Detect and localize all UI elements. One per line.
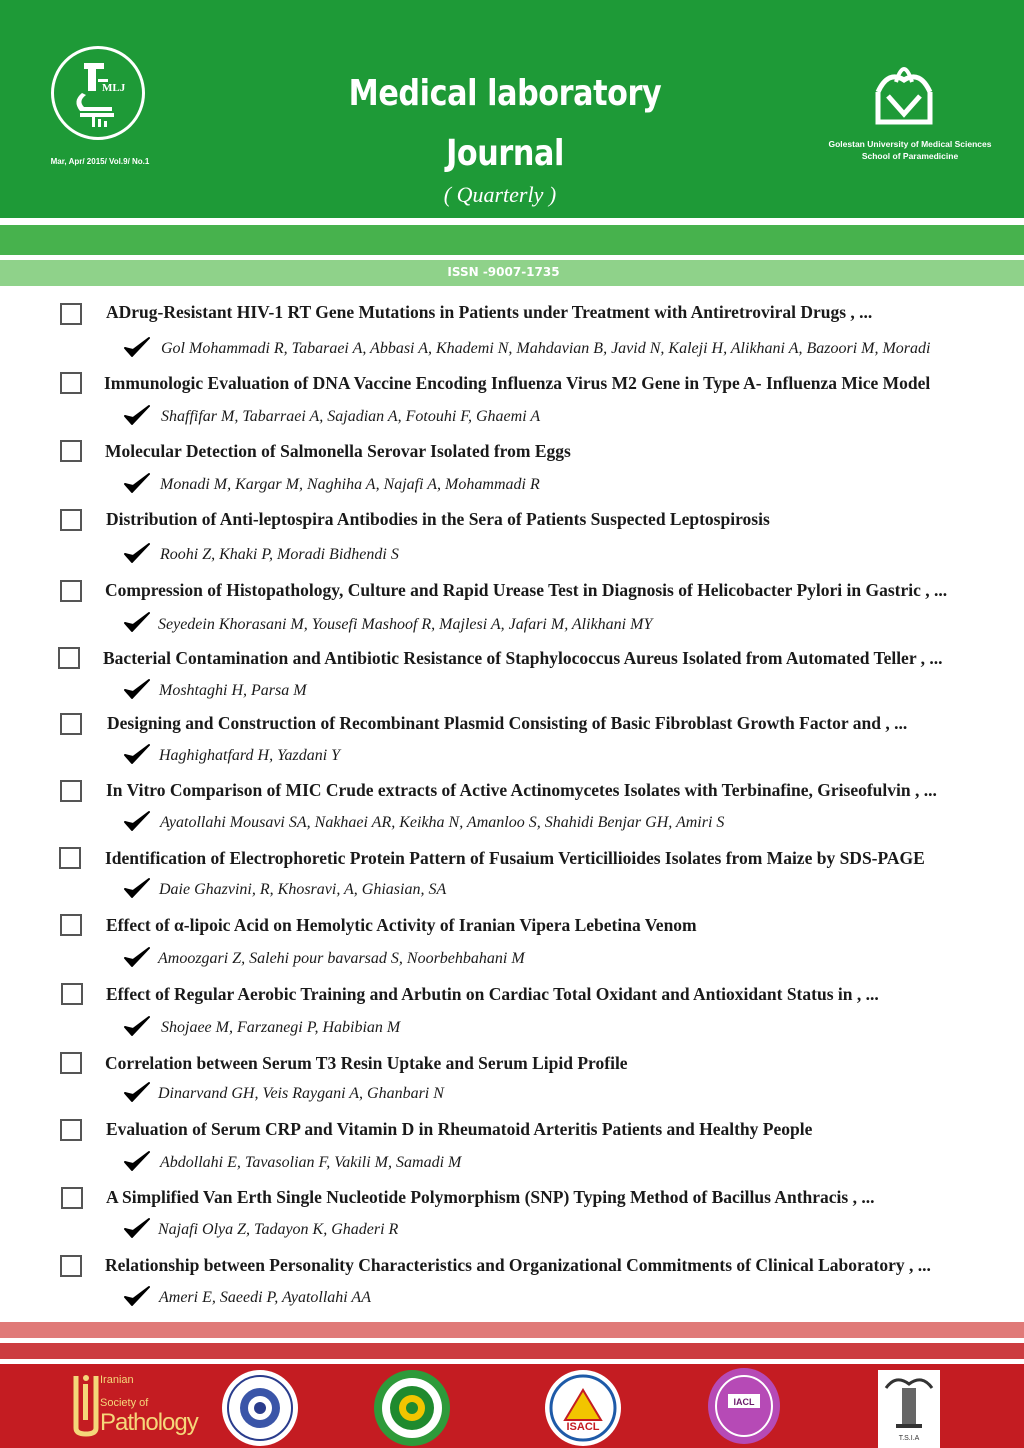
article-authors: Monadi M, Kargar M, Naghiha A, Najafi A, Mohammadi R	[160, 476, 540, 493]
checkmark-icon	[123, 542, 151, 566]
isacl-logo	[540, 1368, 626, 1448]
article-title: Immunologic Evaluation of DNA Vaccine Encoding Influenza Virus M2 Gene in Type A- Influenza Mice Model	[104, 373, 931, 393]
article-checkbox[interactable]	[58, 647, 80, 669]
checkmark-icon	[123, 743, 151, 767]
pathology-line2: Society of	[100, 1397, 149, 1409]
article-title: Relationship between Personality Characteristics and Organizational Commitments of Clinical Laboratory , ...	[105, 1255, 931, 1275]
pathology-line1: Iranian	[100, 1374, 134, 1386]
checkmark-icon	[123, 678, 151, 702]
article-checkbox[interactable]	[61, 983, 83, 1005]
journal-title-line1: Medical laboratory	[348, 73, 662, 114]
checkmark-icon	[123, 810, 151, 834]
parasitology-society-logo	[220, 1368, 300, 1448]
article-authors: Ameri E, Saeedi P, Ayatollahi AA	[159, 1289, 371, 1306]
article-authors: Abdollahi E, Tavasolian F, Vakili M, Samadi M	[160, 1154, 462, 1171]
article-authors: Ayatollahi Mousavi SA, Nakhaei AR, Keikha N, Amanloo S, Shahidi Benjar GH, Amiri S	[160, 814, 725, 831]
checkmark-icon	[123, 1015, 151, 1039]
article-checkbox[interactable]	[60, 1255, 82, 1277]
journal-title-line2: Journal	[446, 133, 564, 174]
checkmark-icon	[123, 336, 151, 360]
footer-stripe-light	[0, 1322, 1024, 1338]
checkmark-icon	[123, 1150, 151, 1174]
article-title: Bacterial Contamination and Antibiotic Resistance of Staphylococcus Aureus Isolated from Automated Teller , ...	[103, 648, 943, 668]
pathology-society-name	[100, 1374, 198, 1436]
article-checkbox[interactable]	[60, 1119, 82, 1141]
article-title: Correlation between Serum T3 Resin Uptake and Serum Lipid Profile	[105, 1053, 628, 1073]
article-authors: Seyedein Khorasani M, Yousefi Mashoof R, Majlesi A, Jafari M, Alikhani MY	[158, 616, 653, 633]
article-authors: Shaffifar M, Tabarraei A, Sajadian A, Fotouhi F, Ghaemi A	[161, 408, 541, 425]
iacl-label: IACL	[733, 1397, 755, 1407]
article-checkbox[interactable]	[61, 1187, 83, 1209]
article-checkbox[interactable]	[60, 303, 82, 325]
article-title: Effect of α-lipoic Acid on Hemolytic Activity of Iranian Vipera Lebetina Venom	[106, 915, 697, 935]
tsia-label: T.S.I.A	[898, 1435, 920, 1442]
golestan-university-logo	[868, 52, 940, 132]
pathology-line3: Pathology	[100, 1409, 198, 1436]
article-title: Designing and Construction of Recombinant Plasmid Consisting of Basic Fibroblast Growth Factor and , ...	[107, 713, 908, 733]
issn-label: ISSN -9007-1735	[447, 265, 560, 279]
article-title: Molecular Detection of Salmonella Serovar Isolated from Eggs	[105, 441, 571, 461]
footer-stripe-dark	[0, 1343, 1024, 1359]
iacl-logo	[706, 1366, 782, 1448]
journal-title	[333, 64, 677, 184]
article-checkbox[interactable]	[60, 713, 82, 735]
article-checkbox[interactable]	[60, 914, 82, 936]
checkmark-icon	[123, 877, 151, 901]
article-authors: Roohi Z, Khaki P, Moradi Bidhendi S	[160, 546, 399, 563]
article-checkbox[interactable]	[60, 440, 82, 462]
checkmark-icon	[123, 1285, 151, 1309]
journal-subtitle: ( Quarterly )	[443, 182, 557, 207]
article-checkbox[interactable]	[60, 780, 82, 802]
article-title: Compression of Histopathology, Culture and Rapid Urease Test in Diagnosis of Helicobacter Pylori in Gastric , ...	[105, 580, 948, 600]
checkmark-icon	[123, 946, 151, 970]
header-band	[0, 225, 1024, 255]
university-line1: Golestan University of Medical Sciences	[828, 139, 992, 149]
article-checkbox[interactable]	[60, 509, 82, 531]
pathology-society-logo	[72, 1370, 100, 1440]
university-line2: School of Paramedicine	[861, 151, 959, 161]
article-title: Distribution of Anti-leptospira Antibodies in the Sera of Patients Suspected Leptospirosis	[106, 509, 770, 529]
article-authors: Shojaee M, Farzanegi P, Habibian M	[161, 1019, 401, 1036]
lab-science-society-logo	[372, 1368, 452, 1448]
issue-info: Mar, Apr/ 2015/ Vol.9/ No.1	[50, 157, 150, 166]
tsia-logo	[878, 1370, 940, 1448]
journal-header	[0, 0, 1024, 218]
article-title: A Simplified Van Erth Single Nucleotide Polymorphism (SNP) Typing Method of Bacillus Anthracis , ...	[106, 1187, 875, 1207]
checkmark-icon	[123, 472, 151, 496]
article-checkbox[interactable]	[60, 580, 82, 602]
university-name	[790, 138, 1024, 162]
article-title: In Vitro Comparison of MIC Crude extracts of Active Actinomycetes Isolates with Terbinafine, Griseofulvin , ...	[106, 780, 937, 800]
checkmark-icon	[123, 1081, 151, 1105]
checkmark-icon	[123, 611, 151, 635]
article-authors: Dinarvand GH, Veis Raygani A, Ghanbari N	[158, 1085, 444, 1102]
svg-text:MLJ: MLJ	[102, 82, 126, 94]
article-title: Identification of Electrophoretic Protein Pattern of Fusaium Verticillioides Isolates from Maize by SDS-PAGE	[105, 848, 925, 868]
article-title: ADrug-Resistant HIV-1 RT Gene Mutations in Patients under Treatment with Antiretroviral Drugs , ...	[106, 302, 873, 322]
article-authors: Najafi Olya Z, Tadayon K, Ghaderi R	[158, 1221, 399, 1238]
article-authors: Daie Ghazvini, R, Khosravi, A, Ghiasian, SA	[159, 881, 447, 898]
checkmark-icon	[123, 404, 151, 428]
article-title: Evaluation of Serum CRP and Vitamin D in Rheumatoid Arteritis Patients and Healthy People	[106, 1119, 813, 1139]
article-authors: Amoozgari Z, Salehi pour bavarsad S, Noorbehbahani M	[158, 950, 525, 967]
article-checkbox[interactable]	[60, 1052, 82, 1074]
mlj-logo	[51, 46, 145, 140]
isacl-label: ISACL	[566, 1421, 600, 1433]
article-authors: Gol Mohammadi R, Tabaraei A, Abbasi A, Khademi N, Mahdavian B, Javid N, Kaleji H, Alikhani A, Bazoori M, Moradi	[161, 340, 931, 357]
article-authors: Moshtaghi H, Parsa M	[159, 682, 307, 699]
article-authors: Haghighatfard H, Yazdani Y	[159, 747, 341, 764]
article-checkbox[interactable]	[60, 372, 82, 394]
article-checkbox[interactable]	[59, 847, 81, 869]
checkmark-icon	[123, 1217, 151, 1241]
article-title: Effect of Regular Aerobic Training and Arbutin on Cardiac Total Oxidant and Antioxidant Status in , ...	[106, 984, 879, 1004]
